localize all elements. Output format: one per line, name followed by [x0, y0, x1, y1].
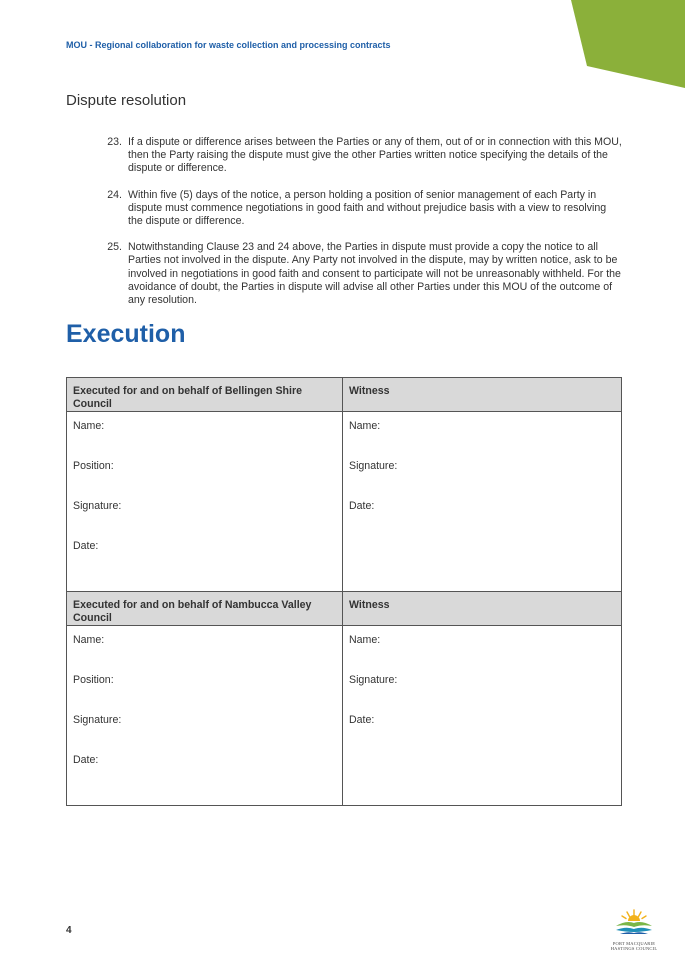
- witness-name-field-label: Name:: [349, 420, 381, 432]
- position-field-label: Position:: [73, 460, 114, 472]
- witness-fields-cell: [343, 626, 622, 806]
- witness-name-field-label: Name:: [349, 634, 381, 646]
- council-logo: [608, 908, 660, 951]
- clause-list: [100, 136, 622, 320]
- table-row: [67, 626, 622, 806]
- header-corner-shape: [0, 0, 685, 100]
- signature-field-label: Signature:: [73, 714, 122, 726]
- clause-number: 23.: [107, 136, 122, 148]
- table-row: [67, 412, 622, 592]
- clause-item: [100, 136, 622, 176]
- execution-heading: Execution: [66, 320, 186, 348]
- clause-number: 24.: [107, 188, 122, 201]
- logo-text-line2: HASTINGS COUNCIL: [610, 946, 658, 951]
- witness-fields-cell: [343, 412, 622, 592]
- witness-signature-field-label: Signature:: [349, 460, 398, 472]
- name-field-label: Name:: [73, 420, 105, 432]
- header-title: MOU - Regional collaboration for waste collection and processing contracts: [66, 40, 391, 50]
- clause-text: Notwithstanding Clause 23 and 24 above, the Parties in dispute must provide a copy the notice to all Parties not involved in the dispute. Any Party not involved in the dispute, may by written notice, ask to be involved in negotiations in good faith and consent to participate will not be unreasonably withheld. For the avoidance of doubt, the Parties in dispute will advise all other Parties under this MOU of the outcome of any resolution.: [128, 241, 621, 307]
- signature-field-label: Signature:: [73, 500, 122, 512]
- port-macquarie-logo-icon: [608, 908, 660, 936]
- witness-date-field-label: Date:: [349, 500, 375, 512]
- date-field-label: Date:: [73, 540, 99, 552]
- witness-header-cell: Witness: [343, 592, 622, 626]
- witness-header-cell: Witness: [343, 378, 622, 412]
- table-header-row: [67, 378, 622, 412]
- party-fields-cell: [67, 626, 343, 806]
- party-header-cell: Executed for and on behalf of Nambucca Valley Council: [67, 592, 343, 626]
- clause-text: If a dispute or difference arises between the Parties or any of them, out of or in connection with this MOU, then the Party raising the dispute must give the other Parties written notice specifying the details of the dispute or difference.: [128, 136, 622, 175]
- logo-text-line1: PORT MACQUARIE: [612, 941, 656, 946]
- dispute-resolution-heading: Dispute resolution: [66, 92, 187, 109]
- date-field-label: Date:: [73, 754, 99, 766]
- table-header-row: [67, 592, 622, 626]
- clause-item: [100, 241, 622, 307]
- clause-number: 25.: [107, 241, 122, 254]
- clause-item: [100, 189, 622, 229]
- position-field-label: Position:: [73, 674, 114, 686]
- party-fields-cell: [67, 412, 343, 592]
- witness-date-field-label: Date:: [349, 714, 375, 726]
- name-field-label: Name:: [73, 634, 105, 646]
- witness-signature-field-label: Signature:: [349, 674, 398, 686]
- party-header-cell: Executed for and on behalf of Bellingen Shire Council: [67, 378, 343, 412]
- clause-text: Within five (5) days of the notice, a person holding a position of senior management of each Party in dispute must commence negotiations in good faith and without prejudice basis with a view to resolving the dispute or difference.: [128, 188, 607, 228]
- execution-table: [66, 377, 622, 806]
- page-number: 4: [66, 925, 72, 936]
